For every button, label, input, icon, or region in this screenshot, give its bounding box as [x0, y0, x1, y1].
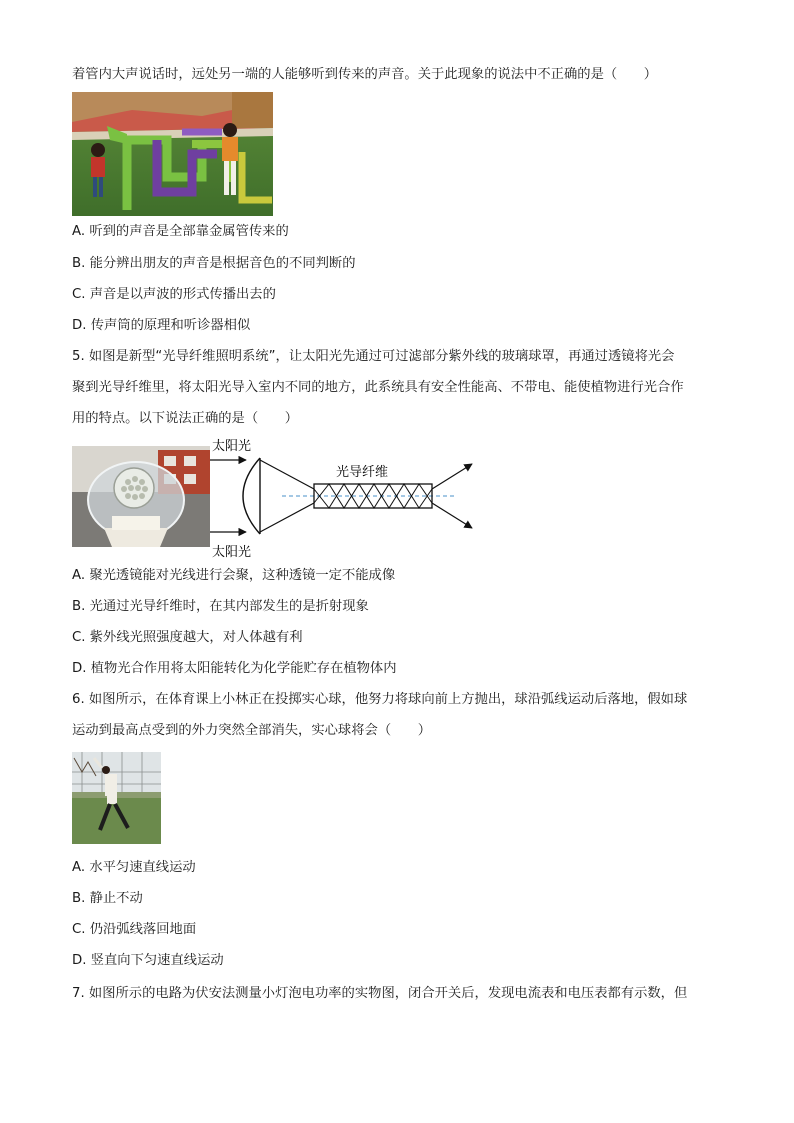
fiber-system-photo: [72, 446, 210, 547]
optical-fiber-diagram: [210, 432, 475, 560]
q7-stem-line-1: 7. 如图所示的电路为伏安法测量小灯泡电功率的实物图，闭合开关后，发现电流表和电压表都有示数，但: [72, 986, 688, 1001]
q5-stem-line-1: 5. 如图是新型“光导纤维照明系统”，让太阳光先通过可过滤部分紫外线的玻璃球罩，再通过透镜将光会: [72, 349, 675, 364]
q4-option-c: C. 声音是以声波的形式传播出去的: [72, 287, 276, 302]
q4-option-a: A. 听到的声音是全部靠金属管传来的: [72, 224, 289, 239]
q5-stem-line-2: 聚到光导纤维里，将太阳光导入室内不同的地方，此系统具有安全性能高、不带电、能使植物进行光合作: [72, 380, 684, 395]
q6-option-a: A. 水平匀速直线运动: [72, 860, 196, 875]
q5-option-c: C. 紫外线光照强度越大，对人体越有利: [72, 630, 303, 645]
q5-stem-line-3: 用的特点。以下说法正确的是（ ）: [72, 411, 299, 426]
q4-option-d: D. 传声筒的原理和听诊器相似: [72, 318, 251, 333]
q4-option-b: B. 能分辨出朋友的声音是根据音色的不同判断的: [72, 256, 356, 271]
sunlight-bottom-label: 太阳光: [212, 545, 252, 560]
q5-option-b: B. 光通过光导纤维时，在其内部发生的是折射现象: [72, 599, 369, 614]
q6-stem-line-2: 运动到最高点受到的外力突然全部消失，实心球将会（ ）: [72, 723, 432, 738]
q6-stem-line-1: 6. 如图所示，在体育课上小林正在投掷实心球，他努力将球向前上方抛出，球沿弧线运动后落地，假如球: [72, 692, 688, 707]
q6-option-b: B. 静止不动: [72, 891, 143, 906]
fiber-label: 光导纤维: [336, 465, 389, 480]
speaking-tube-photo: [72, 92, 273, 216]
q5-option-d: D. 植物光合作用将太阳能转化为化学能贮存在植物体内: [72, 661, 397, 676]
q6-option-d: D. 竖直向下匀速直线运动: [72, 953, 224, 968]
q5-option-a: A. 聚光透镜能对光线进行会聚，这种透镜一定不能成像: [72, 568, 396, 583]
q6-option-c: C. 仍沿弧线落回地面: [72, 922, 197, 937]
q4-stem: 着管内大声说话时，远处另一端的人能够听到传来的声音。关于此现象的说法中不正确的是（ ）: [72, 67, 658, 82]
sunlight-top-label: 太阳光: [212, 439, 252, 454]
shot-put-photo: [72, 752, 161, 844]
